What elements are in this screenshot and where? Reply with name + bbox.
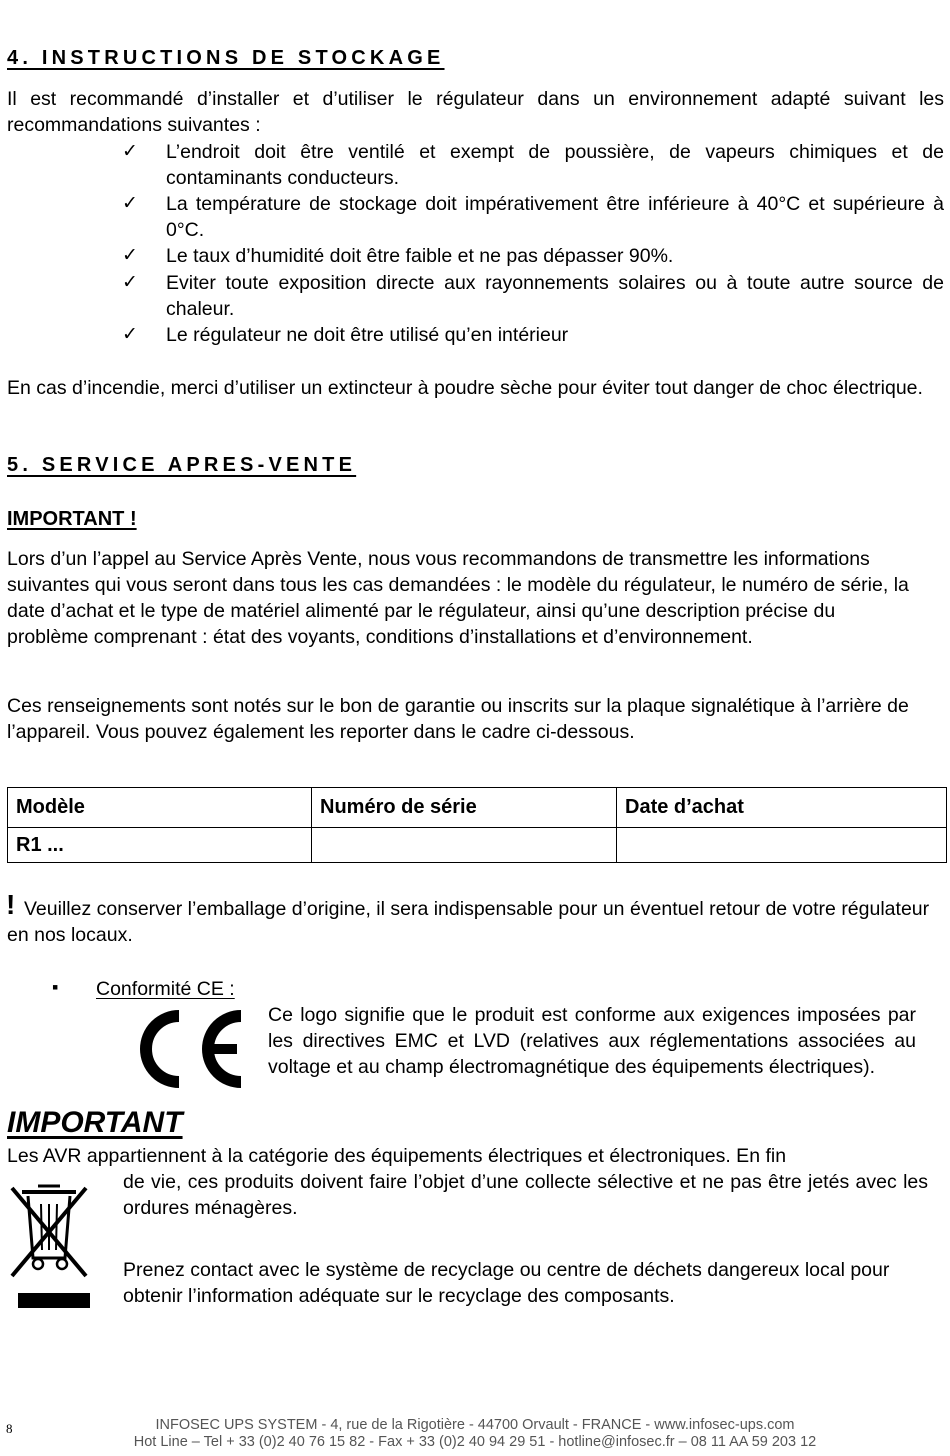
- footer-address: INFOSEC UPS SYSTEM - 4, rue de la Rigotière - 44700 Orvault - FRANCE - www.infosec-ups.com: [155, 1417, 795, 1433]
- weee-line-2: de vie, ces produits doivent faire l’objet d’une collecte sélective et ne pas être jetés avec les ordures ménagères.: [123, 1171, 928, 1219]
- product-info-table: [7, 787, 947, 863]
- bullet-icon: ▪: [52, 977, 59, 997]
- checklist-item: La température de stockage doit impérativement être inférieure à 40°C et supérieure à 0°C.: [166, 193, 944, 241]
- check-icon: ✓: [122, 140, 138, 162]
- important-label: IMPORTANT !: [7, 508, 137, 530]
- check-icon: ✓: [122, 271, 138, 293]
- table-cell-serial: [312, 828, 617, 863]
- table-cell-model: R1 ...: [8, 828, 312, 863]
- checklist-item: Le taux d’humidité doit être faible et ne pas dépasser 90%.: [166, 245, 674, 267]
- weee-line-1: Les AVR appartiennent à la catégorie des équipements électriques et électroniques. En fin: [7, 1145, 787, 1167]
- checklist-item: Le régulateur ne doit être utilisé qu’en intérieur: [166, 324, 569, 346]
- page-number: 8: [6, 1421, 13, 1436]
- ce-description: Ce logo signifie que le produit est conforme aux exigences imposées par les directives EMC et LVD (relatives aux réglementations associées au voltage et au champ électromagnétique des équipements électriques).: [268, 1004, 916, 1078]
- weee-heading: IMPORTANT: [7, 1106, 183, 1139]
- section-5-heading: 5. SERVICE APRES-VENTE: [7, 454, 357, 476]
- service-paragraph: Lors d’un l’appel au Service Après Vente, nous vous recommandons de transmettre les informations suivantes qui vous seront dans tous les cas demandées : le modèle du régulateur, le numéro de série, la date d’achat et le type de matériel alimenté par le régulateur, ainsi qu’une description précise du problème comprenant : état des voyants, conditions d’installations et d’environnement.: [7, 548, 909, 648]
- ce-logo-icon: [133, 1008, 245, 1090]
- table-header-cell: Numéro de série: [312, 788, 617, 828]
- footer-contact: Hot Line – Tel + 33 (0)2 40 76 15 82 - Fax + 33 (0)2 40 94 29 51 - hotline@infosec.fr – 08 11 AA 59 203 12: [133, 1434, 817, 1450]
- exclamation-icon: !: [6, 889, 16, 920]
- check-icon: ✓: [122, 244, 138, 266]
- checklist-item: L’endroit doit être ventilé et exempt de poussière, de vapeurs chimiques et de contaminants conducteurs.: [166, 141, 944, 189]
- section-4-heading: 4. INSTRUCTIONS DE STOCKAGE: [7, 47, 445, 69]
- check-icon: ✓: [122, 323, 138, 345]
- table-header-cell: Modèle: [8, 788, 312, 828]
- section-4-intro: Il est recommandé d’installer et d’utiliser le régulateur dans un environnement adapté suivant les recommandations suivantes :: [7, 88, 944, 136]
- table-cell-date: [617, 828, 947, 863]
- fire-note: En cas d’incendie, merci d’utiliser un extincteur à poudre sèche pour éviter tout danger de choc électrique.: [7, 377, 923, 399]
- recycling-contact: Prenez contact avec le système de recyclage ou centre de déchets dangereux local pour obtenir l’information adéquate sur le recyclage des composants.: [123, 1259, 890, 1307]
- conformity-label: Conformité CE :: [96, 978, 235, 1000]
- table-header-row: [8, 788, 947, 828]
- table-header-cell: Date d’achat: [617, 788, 947, 828]
- table-row: [8, 828, 947, 863]
- check-icon: ✓: [122, 192, 138, 214]
- details-paragraph: Ces renseignements sont notés sur le bon de garantie ou inscrits sur la plaque signalétique à l’arrière de l’appareil. Vous pouvez également les reporter dans le cadre ci-dessous.: [7, 695, 909, 743]
- packaging-note: Veuillez conserver l’emballage d’origine, il sera indispensable pour un éventuel retour de votre régulateur en nos locaux.: [7, 898, 930, 946]
- crossed-out-bin-icon: [8, 1180, 90, 1310]
- checklist-item: Eviter toute exposition directe aux rayonnements solaires ou à toute autre source de chaleur.: [166, 272, 944, 320]
